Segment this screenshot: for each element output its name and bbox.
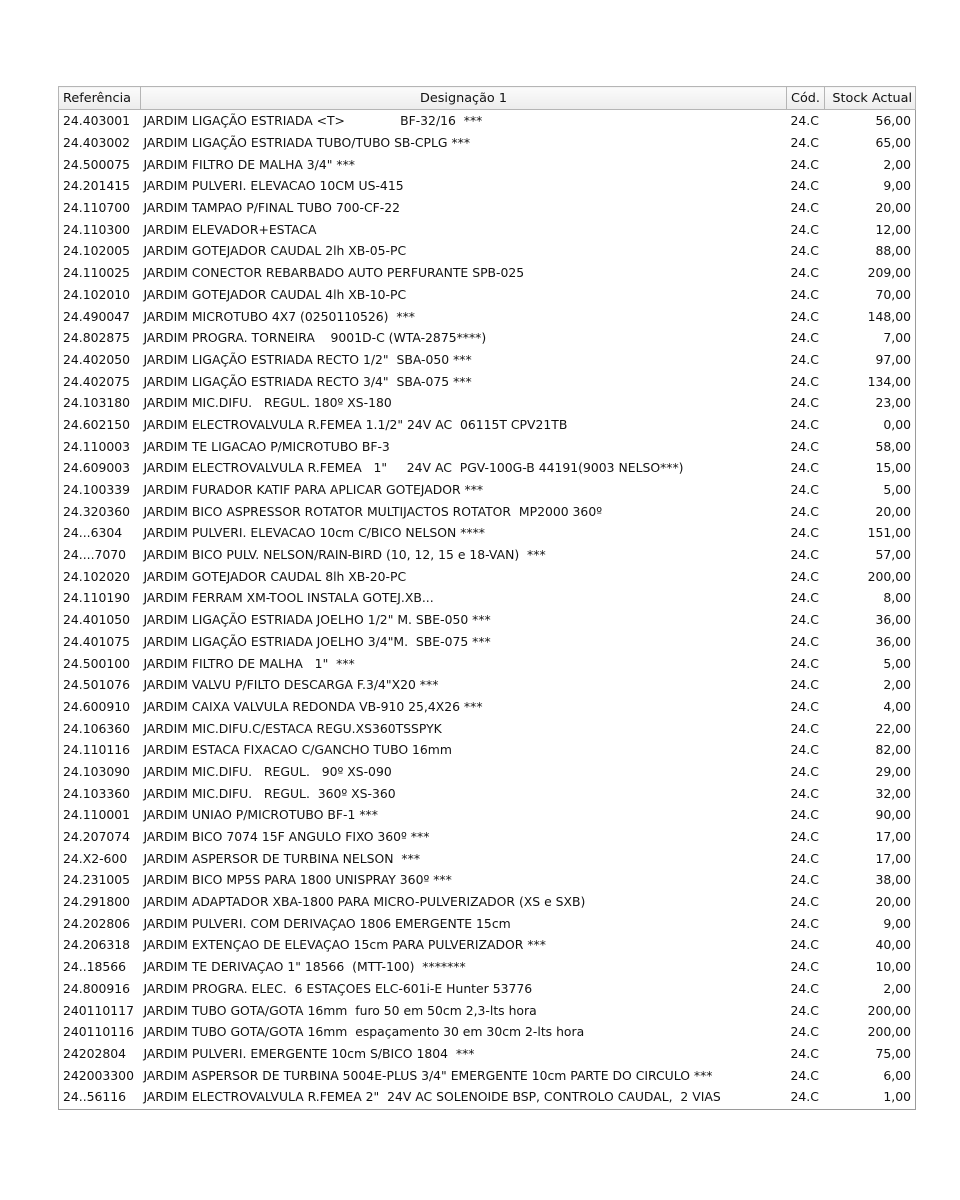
cell-stock-actual: 32,00 xyxy=(875,785,911,801)
table-row[interactable] xyxy=(59,522,916,544)
cell-cod: 24.C xyxy=(790,612,819,628)
cell-designacao: JARDIM ELECTROVALVULA R.FEMEA 2" 24V AC SOLENOIDE BSP, CONTROLO CAUDAL, 2 VIAS xyxy=(143,1089,721,1105)
cell-referencia: 242003300 xyxy=(63,1067,134,1083)
cell-cod: 24.C xyxy=(790,243,819,259)
cell-cod: 24.C xyxy=(790,351,819,367)
cell-referencia: 24.207074 xyxy=(63,829,131,845)
cell-stock-actual: 5,00 xyxy=(883,482,911,498)
table-row[interactable] xyxy=(59,370,916,392)
cell-referencia: 24.231005 xyxy=(63,872,131,888)
cell-cod: 24.C xyxy=(790,416,819,432)
cell-referencia: 24.401075 xyxy=(63,633,131,649)
cell-designacao: JARDIM MIC.DIFU.C/ESTACA REGU.XS360TSSPYK xyxy=(143,720,442,736)
table-row[interactable] xyxy=(59,826,916,848)
column-header-referencia[interactable]: Referência xyxy=(59,87,141,110)
cell-cod: 24.C xyxy=(790,525,819,541)
table-row[interactable] xyxy=(59,197,916,219)
cell-referencia: 24.490047 xyxy=(63,308,131,324)
table-row[interactable] xyxy=(59,1021,916,1043)
cell-stock-actual: 7,00 xyxy=(883,330,911,346)
cell-stock-actual: 17,00 xyxy=(875,850,911,866)
cell-designacao: JARDIM PULVERI. ELEVACAO 10CM US-415 xyxy=(143,178,404,194)
cell-referencia: 24.103360 xyxy=(63,785,131,801)
cell-designacao: JARDIM UNIAO P/MICROTUBO BF-1 *** xyxy=(143,807,378,823)
cell-stock-actual: 38,00 xyxy=(875,872,911,888)
cell-referencia: 24.110300 xyxy=(63,221,131,237)
cell-designacao: JARDIM PULVERI. ELEVACAO 10cm C/BICO NELSON **** xyxy=(143,525,485,541)
cell-referencia: 240110116 xyxy=(63,1024,134,1040)
table-row[interactable] xyxy=(59,782,916,804)
cell-designacao: JARDIM FILTRO DE MALHA 3/4" *** xyxy=(143,156,355,172)
cell-stock-actual: 75,00 xyxy=(875,1045,911,1061)
cell-cod: 24.C xyxy=(790,807,819,823)
cell-designacao: JARDIM LIGAÇÃO ESTRIADA TUBO/TUBO SB-CPLG *** xyxy=(143,135,471,151)
cell-designacao: JARDIM TUBO GOTA/GOTA 16mm espaçamento 30 em 30cm 2-lts hora xyxy=(143,1024,585,1040)
cell-stock-actual: 20,00 xyxy=(875,894,911,910)
cell-referencia: 24.106360 xyxy=(63,720,131,736)
cell-referencia: 24.100339 xyxy=(63,482,131,498)
cell-stock-actual: 9,00 xyxy=(883,178,911,194)
cell-cod: 24.C xyxy=(790,1024,819,1040)
table-row[interactable] xyxy=(59,956,916,978)
cell-cod: 24.C xyxy=(790,286,819,302)
cell-stock-actual: 209,00 xyxy=(867,265,911,281)
table-row[interactable] xyxy=(59,999,916,1021)
stock-table xyxy=(58,86,916,1110)
cell-designacao: JARDIM GOTEJADOR CAUDAL 2lh XB-05-PC xyxy=(143,243,407,259)
cell-designacao: JARDIM BICO 7074 15F ANGULO FIXO 360º *** xyxy=(143,829,430,845)
cell-stock-actual: 2,00 xyxy=(883,980,911,996)
cell-stock-actual: 40,00 xyxy=(875,937,911,953)
table-row[interactable] xyxy=(59,912,916,934)
cell-stock-actual: 70,00 xyxy=(875,286,911,302)
cell-designacao: JARDIM ELECTROVALVULA R.FEMEA 1" 24V AC PGV-100G-B 44191(9003 NELSO***) xyxy=(143,460,684,476)
cell-designacao: JARDIM ASPERSOR DE TURBINA 5004E-PLUS 3/4" EMERGENTE 10cm PARTE DO CIRCULO *** xyxy=(143,1067,713,1083)
column-header-designacao[interactable]: Designação 1 xyxy=(141,87,787,110)
cell-cod: 24.C xyxy=(790,460,819,476)
table-row[interactable] xyxy=(59,457,916,479)
cell-referencia: 24.600910 xyxy=(63,698,131,714)
cell-referencia: 24.110190 xyxy=(63,590,131,606)
cell-stock-actual: 8,00 xyxy=(883,590,911,606)
cell-designacao: JARDIM LIGAÇÃO ESTRIADA <T> BF-32/16 *** xyxy=(143,113,483,129)
cell-stock-actual: 20,00 xyxy=(875,503,911,519)
cell-cod: 24.C xyxy=(790,894,819,910)
table-row[interactable] xyxy=(59,674,916,696)
cell-designacao: JARDIM PULVERI. EMERGENTE 10cm S/BICO 1804 *** xyxy=(143,1045,475,1061)
cell-stock-actual: 12,00 xyxy=(875,221,911,237)
cell-designacao: JARDIM MIC.DIFU. REGUL. 180º XS-180 xyxy=(143,395,392,411)
cell-cod: 24.C xyxy=(790,677,819,693)
table-row[interactable] xyxy=(59,891,916,913)
cell-referencia: 24.291800 xyxy=(63,894,131,910)
cell-designacao: JARDIM ASPERSOR DE TURBINA NELSON *** xyxy=(143,850,421,866)
cell-designacao: JARDIM TE LIGACAO P/MICROTUBO BF-3 xyxy=(143,438,390,454)
cell-designacao: JARDIM CAIXA VALVULA REDONDA VB-910 25,4X26 *** xyxy=(143,698,483,714)
table-row[interactable] xyxy=(59,544,916,566)
cell-cod: 24.C xyxy=(790,590,819,606)
table-row[interactable] xyxy=(59,717,916,739)
cell-stock-actual: 200,00 xyxy=(867,1002,911,1018)
cell-stock-actual: 97,00 xyxy=(875,351,911,367)
table-row[interactable] xyxy=(59,652,916,674)
table-row[interactable] xyxy=(59,305,916,327)
cell-referencia: 24.402075 xyxy=(63,373,131,389)
cell-designacao: JARDIM ELECTROVALVULA R.FEMEA 1.1/2" 24V AC 06115T CPV21TB xyxy=(143,416,568,432)
cell-designacao: JARDIM PULVERI. COM DERIVAÇAO 1806 EMERGENTE 15cm xyxy=(143,915,511,931)
table-row[interactable] xyxy=(59,392,916,414)
table-row[interactable] xyxy=(59,631,916,653)
table-row[interactable] xyxy=(59,565,916,587)
cell-referencia: 24.320360 xyxy=(63,503,131,519)
cell-cod: 24.C xyxy=(790,829,819,845)
cell-referencia: 24.103090 xyxy=(63,763,131,779)
cell-designacao: JARDIM LIGAÇÃO ESTRIADA RECTO 3/4" SBA-075 *** xyxy=(143,373,472,389)
table-row[interactable] xyxy=(59,739,916,761)
cell-designacao: JARDIM PROGRA. ELEC. 6 ESTAÇOES ELC-601i-E Hunter 53776 xyxy=(143,980,533,996)
cell-stock-actual: 0,00 xyxy=(883,416,911,432)
table-row[interactable] xyxy=(59,1043,916,1065)
cell-referencia: 24.501076 xyxy=(63,677,131,693)
cell-cod: 24.C xyxy=(790,698,819,714)
cell-referencia: 24.500100 xyxy=(63,655,131,671)
cell-stock-actual: 17,00 xyxy=(875,829,911,845)
table-row[interactable] xyxy=(59,934,916,956)
table-row[interactable] xyxy=(59,175,916,197)
cell-stock-actual: 57,00 xyxy=(875,547,911,563)
cell-stock-actual: 20,00 xyxy=(875,200,911,216)
table-row[interactable] xyxy=(59,1064,916,1086)
table-row[interactable] xyxy=(59,435,916,457)
cell-referencia: 24....7070 xyxy=(63,547,127,563)
cell-referencia: 24...6304 xyxy=(63,525,123,541)
cell-referencia: 24.403002 xyxy=(63,135,131,151)
cell-referencia: 24.401050 xyxy=(63,612,131,628)
cell-referencia: 24.800916 xyxy=(63,980,131,996)
table-row[interactable] xyxy=(59,804,916,826)
cell-cod: 24.C xyxy=(790,1045,819,1061)
cell-stock-actual: 5,00 xyxy=(883,655,911,671)
table-row[interactable] xyxy=(59,869,916,891)
cell-stock-actual: 23,00 xyxy=(875,395,911,411)
column-header-cod[interactable]: Cód. xyxy=(787,87,825,110)
cell-cod: 24.C xyxy=(790,156,819,172)
cell-referencia: 24.802875 xyxy=(63,330,131,346)
cell-stock-actual: 9,00 xyxy=(883,915,911,931)
cell-referencia: 24.102005 xyxy=(63,243,131,259)
table-row[interactable] xyxy=(59,327,916,349)
cell-cod: 24.C xyxy=(790,742,819,758)
cell-stock-actual: 36,00 xyxy=(875,612,911,628)
cell-referencia: 24.602150 xyxy=(63,416,131,432)
cell-designacao: JARDIM TAMPAO P/FINAL TUBO 700-CF-22 xyxy=(143,200,401,216)
cell-cod: 24.C xyxy=(790,503,819,519)
table-row[interactable] xyxy=(59,978,916,1000)
cell-referencia: 24..18566 xyxy=(63,959,127,975)
cell-referencia: 24.403001 xyxy=(63,113,131,129)
table-body xyxy=(59,110,916,1110)
cell-stock-actual: 1,00 xyxy=(883,1089,911,1105)
cell-stock-actual: 22,00 xyxy=(875,720,911,736)
cell-designacao: JARDIM CONECTOR REBARBADO AUTO PERFURANTE SPB-025 xyxy=(143,265,525,281)
cell-referencia: 24.500075 xyxy=(63,156,131,172)
cell-stock-actual: 88,00 xyxy=(875,243,911,259)
cell-stock-actual: 148,00 xyxy=(867,308,911,324)
cell-cod: 24.C xyxy=(790,482,819,498)
cell-cod: 24.C xyxy=(790,937,819,953)
cell-stock-actual: 65,00 xyxy=(875,135,911,151)
cell-designacao: JARDIM FILTRO DE MALHA 1" *** xyxy=(143,655,355,671)
cell-stock-actual: 151,00 xyxy=(867,525,911,541)
table-row[interactable] xyxy=(59,609,916,631)
table-row[interactable] xyxy=(59,262,916,284)
cell-stock-actual: 15,00 xyxy=(875,460,911,476)
cell-designacao: JARDIM GOTEJADOR CAUDAL 4lh XB-10-PC xyxy=(143,286,407,302)
cell-stock-actual: 36,00 xyxy=(875,633,911,649)
table-row[interactable] xyxy=(59,240,916,262)
cell-referencia: 24.102010 xyxy=(63,286,131,302)
cell-cod: 24.C xyxy=(790,1002,819,1018)
cell-referencia: 24.102020 xyxy=(63,568,131,584)
cell-stock-actual: 2,00 xyxy=(883,677,911,693)
cell-stock-actual: 2,00 xyxy=(883,156,911,172)
cell-designacao: JARDIM GOTEJADOR CAUDAL 8lh XB-20-PC xyxy=(143,568,407,584)
table-row[interactable] xyxy=(59,587,916,609)
table-row[interactable] xyxy=(59,1086,916,1109)
cell-cod: 24.C xyxy=(790,308,819,324)
cell-cod: 24.C xyxy=(790,113,819,129)
cell-designacao: JARDIM TUBO GOTA/GOTA 16mm furo 50 em 50cm 2,3-lts hora xyxy=(143,1002,537,1018)
cell-designacao: JARDIM EXTENÇAO DE ELEVAÇAO 15cm PARA PULVERIZADOR *** xyxy=(143,937,546,953)
table-row[interactable] xyxy=(59,218,916,240)
cell-cod: 24.C xyxy=(790,221,819,237)
cell-referencia: 24.202806 xyxy=(63,915,131,931)
cell-stock-actual: 200,00 xyxy=(867,568,911,584)
cell-cod: 24.C xyxy=(790,178,819,194)
cell-referencia: 24202804 xyxy=(63,1045,127,1061)
cell-designacao: JARDIM MICROTUBO 4X7 (0250110526) *** xyxy=(143,308,415,324)
cell-cod: 24.C xyxy=(790,568,819,584)
cell-designacao: JARDIM VALVU P/FILTO DESCARGA F.3/4"X20 *** xyxy=(143,677,439,693)
cell-stock-actual: 134,00 xyxy=(867,373,911,389)
table-row[interactable] xyxy=(59,153,916,175)
cell-designacao: JARDIM ADAPTADOR XBA-1800 PARA MICRO-PULVERIZADOR (XS e SXB) xyxy=(143,894,586,910)
cell-designacao: JARDIM LIGAÇÃO ESTRIADA JOELHO 3/4"M. SBE-075 *** xyxy=(143,633,491,649)
table-row[interactable] xyxy=(59,500,916,522)
cell-stock-actual: 58,00 xyxy=(875,438,911,454)
cell-cod: 24.C xyxy=(790,655,819,671)
cell-stock-actual: 56,00 xyxy=(875,113,911,129)
cell-cod: 24.C xyxy=(790,915,819,931)
cell-cod: 24.C xyxy=(790,785,819,801)
cell-stock-actual: 29,00 xyxy=(875,763,911,779)
cell-designacao: JARDIM BICO MP5S PARA 1800 UNISPRAY 360º *** xyxy=(143,872,452,888)
cell-designacao: JARDIM TE DERIVAÇAO 1" 18566 (MTT-100) ******* xyxy=(143,959,466,975)
cell-stock-actual: 4,00 xyxy=(883,698,911,714)
cell-cod: 24.C xyxy=(790,633,819,649)
cell-stock-actual: 90,00 xyxy=(875,807,911,823)
table-row[interactable] xyxy=(59,761,916,783)
cell-stock-actual: 10,00 xyxy=(875,959,911,975)
cell-stock-actual: 82,00 xyxy=(875,742,911,758)
cell-cod: 24.C xyxy=(790,850,819,866)
cell-designacao: JARDIM LIGAÇÃO ESTRIADA JOELHO 1/2" M. SBE-050 *** xyxy=(143,612,491,628)
cell-stock-actual: 6,00 xyxy=(883,1067,911,1083)
cell-referencia: 24.X2-600 xyxy=(63,850,128,866)
cell-referencia: 24.201415 xyxy=(63,178,131,194)
table-row[interactable] xyxy=(59,349,916,371)
cell-designacao: JARDIM ELEVADOR+ESTACA xyxy=(143,221,317,237)
cell-designacao: JARDIM LIGAÇÃO ESTRIADA RECTO 1/2" SBA-050 *** xyxy=(143,351,472,367)
cell-cod: 24.C xyxy=(790,330,819,346)
cell-referencia: 24.206318 xyxy=(63,937,131,953)
cell-referencia: 24.103180 xyxy=(63,395,131,411)
cell-referencia: 24..56116 xyxy=(63,1089,127,1105)
cell-cod: 24.C xyxy=(790,200,819,216)
table-row[interactable] xyxy=(59,132,916,154)
cell-referencia: 24.609003 xyxy=(63,460,131,476)
cell-cod: 24.C xyxy=(790,265,819,281)
cell-designacao: JARDIM PROGRA. TORNEIRA 9001D-C (WTA-2875****) xyxy=(143,330,487,346)
cell-stock-actual: 200,00 xyxy=(867,1024,911,1040)
table-row[interactable] xyxy=(59,696,916,718)
cell-cod: 24.C xyxy=(790,395,819,411)
cell-cod: 24.C xyxy=(790,135,819,151)
table-row[interactable] xyxy=(59,479,916,501)
cell-referencia: 24.110025 xyxy=(63,265,131,281)
cell-cod: 24.C xyxy=(790,720,819,736)
cell-referencia: 24.110003 xyxy=(63,438,131,454)
cell-designacao: JARDIM MIC.DIFU. REGUL. 360º XS-360 xyxy=(143,785,396,801)
cell-referencia: 24.402050 xyxy=(63,351,131,367)
cell-designacao: JARDIM ESTACA FIXACAO C/GANCHO TUBO 16mm xyxy=(143,742,452,758)
cell-cod: 24.C xyxy=(790,547,819,563)
cell-cod: 24.C xyxy=(790,959,819,975)
cell-referencia: 24.110001 xyxy=(63,807,131,823)
cell-cod: 24.C xyxy=(790,1089,819,1105)
cell-designacao: JARDIM BICO PULV. NELSON/RAIN-BIRD (10, 12, 15 e 18-VAN) *** xyxy=(143,547,546,563)
cell-designacao: JARDIM FURADOR KATIF PARA APLICAR GOTEJADOR *** xyxy=(143,482,484,498)
cell-referencia: 240110117 xyxy=(63,1002,134,1018)
cell-cod: 24.C xyxy=(790,980,819,996)
cell-designacao: JARDIM FERRAM XM-TOOL INSTALA GOTEJ.XB... xyxy=(143,590,434,606)
cell-referencia: 24.110700 xyxy=(63,200,131,216)
cell-cod: 24.C xyxy=(790,763,819,779)
cell-cod: 24.C xyxy=(790,1067,819,1083)
column-header-stock-actual[interactable]: Stock Actual xyxy=(825,87,916,110)
table-header-row xyxy=(59,87,916,110)
table-row[interactable] xyxy=(59,847,916,869)
table-row[interactable] xyxy=(59,414,916,436)
cell-cod: 24.C xyxy=(790,872,819,888)
cell-cod: 24.C xyxy=(790,438,819,454)
cell-cod: 24.C xyxy=(790,373,819,389)
cell-designacao: JARDIM BICO ASPRESSOR ROTATOR MULTIJACTOS ROTATOR MP2000 360º xyxy=(143,503,603,519)
cell-designacao: JARDIM MIC.DIFU. REGUL. 90º XS-090 xyxy=(143,763,392,779)
cell-referencia: 24.110116 xyxy=(63,742,131,758)
table-row[interactable] xyxy=(59,284,916,306)
table-row[interactable] xyxy=(59,110,916,132)
